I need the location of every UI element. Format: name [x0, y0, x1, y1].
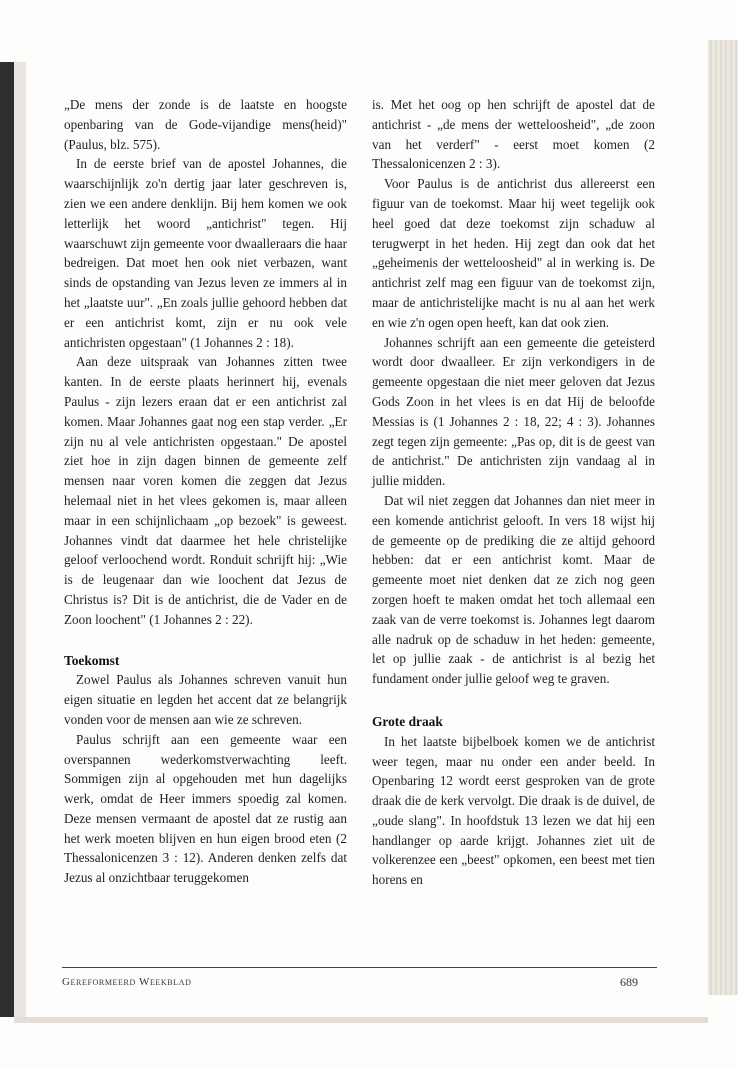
paragraph: In de eerste brief van de apostel Johannes, die waarschijnlijk zo'n dertig jaar later geschreven is, zien we een andere denklijn. Bij hem komen we ook letterlijk het woord „antichrist" tegen. Hij waarschuwt zijn gemeente voor dwaalleraars die haar bedreigen. Dat moet hen ook niet verbazen, want sinds de opstanding van Jezus leven ze immers al in het „laatste uur". „En zoals jullie gehoord hebben dat er een antichrist komt, zijn er nu ook vele antichristen opgestaan" (1 Johannes 2 : 18).	[64, 156, 347, 350]
paragraph: Voor Paulus is de antichrist dus allereerst een figuur van de toekomst. Maar hij weet tegelijk ook heel goed dat deze toekomst zijn schaduw al terugwerpt in het heden. Hij zegt dan ook dat het „geheimenis der wetteloosheid" al in werking is. De antichrist zelf mag een figuur van de toekomst zijn, maar de antichristelijke macht is nu al aan het werk en wie z'n ogen open heeft, kan dat ook zien.	[372, 176, 655, 330]
paragraph: Paulus schrijft aan een gemeente waar een overspannen wederkomstverwachting leeft. Sommigen zijn al opgehouden met hun dagelijks werk, omdat de Heer immers spoedig zal komen. Deze mensen vermaant de apostel dat ze rustig aan het werk moeten blijven en hun eigen brood eten (2 Thessalonicenzen 3 : 12). Anderen denken zelfs dat Jezus al onzichtbaar teruggekomen	[64, 731, 347, 886]
book-gutter-page	[14, 62, 26, 1017]
paragraph: Johannes schrijft aan een gemeente die geteisterd wordt door dwaalleer. Er zijn verkondigers in de gemeente opgestaan die niet meer geloven dat Jezus Gods Zoon in het vlees is en dat Hij de beloofde Messias is (1 Johannes 2 : 18, 22; 4 : 3). Johannes zegt tegen zijn gemeente: „Pas op, dit is de geest van de antichrist." De antichristen zijn vandaag al in jullie midden.	[372, 334, 655, 489]
page-number: 689	[620, 975, 638, 989]
paragraph: In het laatste bijbelboek komen we de antichrist weer tegen, maar nu onder een ander beeld. In Openbaring 12 wordt eerst gesproken van de grote draak die de kerk vervolgt. Die draak is de duivel, de „oude slang". In hoofdstuk 13 lezen we dat hij een handlanger op aarde krijgt. Johannes ziet uit de volkerenzee een „beest" opkomen, een beest met tien horens en	[372, 733, 655, 888]
page-bottom-edge	[14, 1017, 708, 1023]
footer-rule	[62, 967, 657, 968]
section-heading: Toekomst	[64, 652, 120, 668]
section-heading: Grote draak	[372, 713, 443, 729]
paragraph: Zowel Paulus als Johannes schreven vanuit hun eigen situatie en legden het accent dat ze belangrijk vonden voor de mensen aan wie ze schreven.	[64, 672, 347, 727]
paragraph: Aan deze uitspraak van Johannes zitten twee kanten. In de eerste plaats herinnert hij, evenals Paulus - zijn lezers eraan dat er een antichrist zal komen. Maar Johannes gaat nog een stap verder. „Er zijn nu al vele antichristen opgestaan." De apostel ziet hoe in zijn dagen binnen de gemeente zelf mensen naar voren komen die zeggen dat Jezus helemaal niet in het vlees gekomen is, maar alleen maar in een schijnlichaam „op bezoek" is geweest. Johannes vindt dat daarmee het hele christelijke geloof verloochend wordt. Ronduit schrijft hij: „Wie is de leugenaar dan wie loochent dat Jezus de Christus is? Dit is de antichrist, die de Vader en de Zoon loochent" (1 Johannes 2 : 22).	[64, 354, 347, 627]
left-column	[64, 95, 347, 888]
page-stack-edge	[708, 40, 738, 995]
footer-publication: Gereformeerd Weekblad	[62, 976, 192, 988]
right-column	[372, 95, 655, 890]
book-gutter-shadow	[0, 62, 14, 1017]
paragraph: Dat wil niet zeggen dat Johannes dan niet meer in een komende antichrist gelooft. In vers 18 wijst hij de gemeente op de prediking die ze altijd gehoord hebben: dat er een antichrist komt. Maar de gemeente moet niet denken dat ze zich nog geen zorgen hoeft te maken omdat het toch allemaal een zaak van de verre toekomst is. Johannes legt daarom alle nadruk op de schaduw in het heden: gemeente, let op jullie zaak - de antichrist is al bezig het fundament onder jullie geloof weg te graven.	[372, 492, 655, 687]
paragraph: is. Met het oog op hen schrijft de apostel dat de antichrist - „de mens der wetteloosheid", „de zoon van het verderf" - eerst moet komen (2 Thessalonicenzen 2 : 3).	[372, 97, 655, 172]
paragraph: „De mens der zonde is de laatste en hoogste openbaring van de Gode-vijandige mens(heid)" (Paulus, blz. 575).	[64, 97, 347, 152]
